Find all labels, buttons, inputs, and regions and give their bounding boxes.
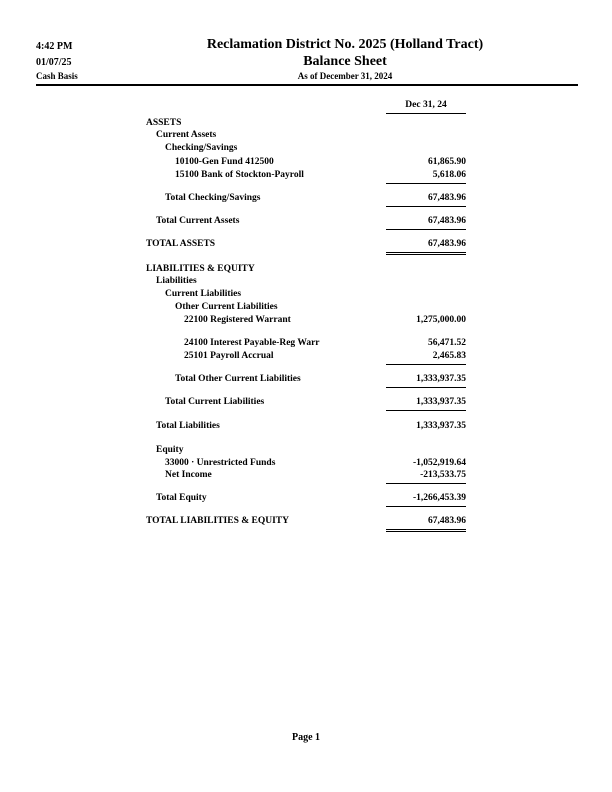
report-date: 01/07/25 — [36, 57, 72, 68]
subtotal-line — [386, 183, 466, 184]
report-basis: Cash Basis — [36, 71, 78, 81]
row-total-other-current-liabilities — [0, 374, 612, 386]
row-amount: 1,333,937.35 — [416, 374, 466, 384]
row-amount: -1,266,453.39 — [412, 493, 466, 503]
row-liabilities-equity — [0, 264, 612, 276]
row-label: TOTAL LIABILITIES & EQUITY — [146, 516, 289, 526]
row-label: Total Current Assets — [156, 216, 240, 226]
row-checking-savings — [0, 143, 612, 155]
row-current-assets — [0, 130, 612, 142]
row-amount: 1,275,000.00 — [416, 315, 466, 325]
row-payroll-bank — [0, 170, 612, 182]
row-total-current-assets — [0, 216, 612, 228]
row-gen-fund — [0, 157, 612, 169]
row-label: 15100 Bank of Stockton-Payroll — [175, 170, 304, 180]
report-time: 4:42 PM — [36, 41, 73, 52]
row-amount: 5,618.06 — [432, 170, 466, 180]
total-double-line — [386, 252, 466, 253]
subtotal-line — [386, 410, 466, 411]
row-total-checking — [0, 193, 612, 205]
row-total-current-liabilities — [0, 397, 612, 409]
subtotal-line — [386, 229, 466, 230]
total-double-line — [386, 254, 466, 255]
row-amount: -213,533.75 — [420, 470, 466, 480]
row-amount: 1,333,937.35 — [416, 397, 466, 407]
row-label: 22100 Registered Warrant — [184, 315, 291, 325]
subtotal-line — [386, 206, 466, 207]
header-rule — [36, 84, 578, 86]
row-label: Total Current Liabilities — [165, 397, 265, 407]
row-label: Total Equity — [156, 493, 207, 503]
row-current-liabilities — [0, 289, 612, 301]
row-amount: 67,483.96 — [428, 239, 466, 249]
row-net-income — [0, 470, 612, 482]
row-liabilities — [0, 276, 612, 288]
subtotal-line — [386, 364, 466, 365]
row-label: Total Checking/Savings — [165, 193, 261, 203]
row-label: Total Other Current Liabilities — [175, 374, 301, 384]
row-label: Current Assets — [156, 130, 217, 140]
row-label: 33000 · Unrestricted Funds — [165, 458, 276, 468]
company-name: Reclamation District No. 2025 (Holland Tract) — [206, 37, 484, 52]
row-label: 25101 Payroll Accrual — [184, 351, 274, 361]
row-label: 10100-Gen Fund 412500 — [175, 157, 274, 167]
row-unrestricted-funds — [0, 458, 612, 470]
column-heading: Dec 31, 24 — [405, 100, 447, 110]
row-label: Checking/Savings — [165, 143, 238, 153]
row-payroll-accrual — [0, 351, 612, 363]
row-label: Total Liabilities — [156, 421, 220, 431]
page-number: Page 1 — [291, 732, 321, 743]
row-label: ASSETS — [146, 118, 182, 128]
row-label: Equity — [156, 445, 184, 455]
subtotal-line — [386, 387, 466, 388]
subtotal-line — [386, 506, 466, 507]
row-registered-warrant — [0, 315, 612, 327]
row-label: LIABILITIES & EQUITY — [146, 264, 255, 274]
row-amount: 2,465.83 — [432, 351, 466, 361]
report-title: Balance Sheet — [303, 54, 387, 69]
row-amount: 61,865.90 — [428, 157, 466, 167]
row-total-assets — [0, 239, 612, 251]
row-label: Other Current Liabilities — [175, 302, 278, 312]
row-other-current-liabilities — [0, 302, 612, 314]
row-assets — [0, 118, 612, 130]
row-label: TOTAL ASSETS — [146, 239, 216, 249]
total-double-line — [386, 529, 466, 530]
row-equity — [0, 445, 612, 457]
row-amount: 56,471.52 — [428, 338, 466, 348]
subtotal-line — [386, 483, 466, 484]
row-label: Liabilities — [156, 276, 197, 286]
row-total-liabilities-equity — [0, 516, 612, 528]
total-double-line — [386, 531, 466, 532]
column-heading-underline — [386, 113, 466, 114]
report-as-of: As of December 31, 2024 — [297, 71, 393, 81]
row-amount: 67,483.96 — [428, 516, 466, 526]
row-amount: -1,052,919.64 — [412, 458, 466, 468]
row-label: Current Liabilities — [165, 289, 242, 299]
row-amount: 67,483.96 — [428, 216, 466, 226]
row-amount: 67,483.96 — [428, 193, 466, 203]
row-total-liabilities — [0, 421, 612, 433]
row-amount: 1,333,937.35 — [416, 421, 466, 431]
row-label: Net Income — [165, 470, 212, 480]
row-total-equity — [0, 493, 612, 505]
row-interest-payable — [0, 338, 612, 350]
row-label: 24100 Interest Payable-Reg Warr — [184, 338, 320, 348]
